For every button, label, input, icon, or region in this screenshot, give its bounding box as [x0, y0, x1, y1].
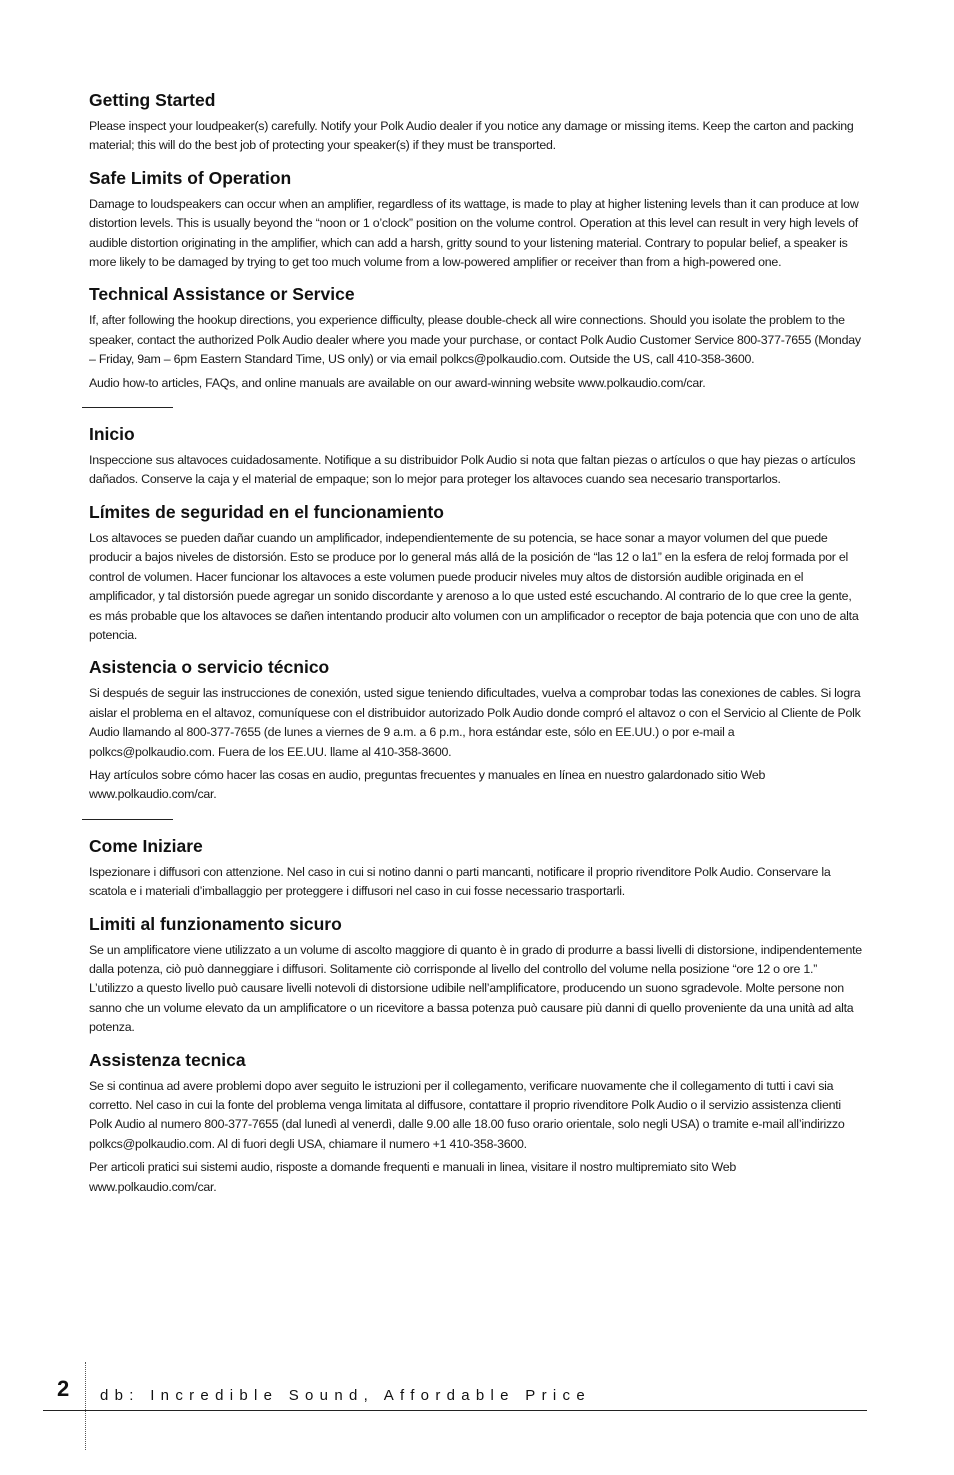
- footer-rule: [43, 1410, 867, 1411]
- section-paragraph: Damage to loudspeakers can occur when an amplifier, regardless of its wattage, is made to play at higher listening levels than it can produce at low distortion levels. This is usually beyond the “noon or 1 o’clock” position on the volume control. Operation at this level can result in very high levels of audible distortion originating in the amplifier, which can add a harsh, gritty sound to your listening material. Contrary to popular belief, a speaker is more likely to be damaged by trying to get too much volume from a low-powered amplifier or receiver than from a high-powered one.: [89, 196, 859, 270]
- section-safe-limits: [89, 168, 863, 273]
- section-paragraph: Ispezionare i diffusori con attenzione. Nel caso in cui si notino danni o parti mancanti, notificare il proprio rivenditore Polk Audio. Conservare la scatola e i materiali d’imballaggio per proteggere i diffusori nel caso in cui fosse necessario trasportarli.: [89, 864, 831, 899]
- language-divider: [82, 819, 173, 820]
- section-come-iniziare: [89, 836, 863, 902]
- footer-tagline: db: Incredible Sound, Affordable Price: [100, 1387, 591, 1404]
- section-heading: Asistencia o servicio técnico: [89, 657, 330, 678]
- section-heading: Technical Assistance or Service: [89, 284, 355, 305]
- section-paragraph: Hay artículos sobre cómo hacer las cosas en audio, preguntas frecuentes y manuales en línea en nuestro galardonado sitio Web www.polkaudio.com/car.: [89, 767, 766, 802]
- section-inicio: [89, 424, 863, 490]
- section-getting-started: [89, 90, 863, 156]
- section-paragraph: Per articoli pratici sui sistemi audio, risposte a domande frequenti e manuali in linea, visitare il nostro multipremiato sito Web www.polkaudio.com/car.: [89, 1160, 737, 1194]
- page-number: 2: [57, 1376, 70, 1401]
- section-paragraph: If, after following the hookup directions, you experience difficulty, please double-check all wire connections. Should you isolate the problem to the speaker, contact the authorized Polk Audio dealer where you made your purchase, or contact Polk Audio Customer Service 800-377-7655 (Monday – Friday, 9am – 6pm Eastern Standard Time, US only) or via email polkcs@polkaudio.com. Outside the US, call 410-358-3600.: [89, 313, 861, 367]
- section-heading: Limiti al funzionamento sicuro: [89, 913, 342, 934]
- footer-vertical-guide: [85, 1362, 86, 1450]
- section-assistenza-tecnica: [89, 1050, 863, 1197]
- section-limiti-funzionamento: [89, 914, 863, 1038]
- section-paragraph: Please inspect your loudpeaker(s) carefully. Notify your Polk Audio dealer if you notice any damage or missing items. Keep the carton and packing material; this will do the best job of protecting your speaker(s) if they must be transported.: [89, 119, 854, 153]
- section-heading: Come Iniziare: [89, 835, 203, 856]
- language-divider: [82, 407, 173, 408]
- section-paragraph: Se un amplificatore viene utilizzato a un volume di ascolto maggiore di quanto è in grado di produrre a bassi livelli di distorsione, indipendentemente dalla potenza, ciò può danneggiare i diffusori. Solitamente ciò corrisponde al livello del controllo del volume nella posizione “ore 12 o ore 1.” L’utilizzo a questo livello può causare livelli notevoli di distorsione udibile nell’amplificatore, producendo un suono sgradevole. Molte persone non sanno che un volume elevato da un amplificatore o un ricevitore a bassa potenza può causare più danni di quello proveniente da una unità ad alta potenza.: [89, 942, 862, 1035]
- section-paragraph: Audio how-to articles, FAQs, and online manuals are available on our award-winning website www.polkaudio.com/car.: [89, 375, 706, 390]
- section-limites-seguridad: [89, 502, 863, 645]
- section-heading: Límites de seguridad en el funcionamiento: [89, 501, 444, 522]
- section-paragraph: Inspeccione sus altavoces cuidadosamente. Notifique a su distribuidor Polk Audio si nota que faltan piezas o artículos o que hay piezas o artículos dañados. Conserve la caja y el material de empaque; son lo mejor para proteger los altavoces cuando sea necesario transportarlos.: [89, 453, 856, 487]
- section-heading: Inicio: [89, 424, 135, 445]
- document-body: [89, 90, 863, 1201]
- section-technical-assistance: [89, 284, 863, 393]
- section-heading: Assistenza tecnica: [89, 1049, 246, 1070]
- section-paragraph: Los altavoces se pueden dañar cuando un amplificador, independientemente de su potencia, se hace sonar a mayor volumen del que puede producir a bajos niveles de distorsión. Esto se produce por lo general más allá de la posición de “las 12 o la1” en la esfera de reloj formada por el control de volumen. Hacer funcionar los altavoces a este volumen puede producir niveles muy altos de distorsión audible originada en el amplificador, y tal distorsión puede agregar un sonido discordante y arenoso a lo que usted esté escuchando. Al contrario de lo que cree la gente, es más probable que los altavoces se dañen intentando producir alto volumen con un amplificador o receptor de baja potencia que con uno de alta potencia.: [89, 530, 859, 642]
- section-asistencia-tecnica: [89, 657, 863, 804]
- section-paragraph: Si después de seguir las instrucciones de conexión, usted sigue teniendo dificultades, vuelva a comprobar todas las conexiones de cables. Si logra aislar el problema en el altavoz, comuníquese con el distribuidor autorizado Polk Audio donde compró el altavoz o con el Servicio al Cliente de Polk Audio llamando al 800-377-7655 (de lunes a viernes de 9 a.m. a 6 p.m., hora estándar este, sólo en EE.UU.) o por e-mail a polkcs@polkaudio.com. Fuera de los EE.UU. llame al 410-358-3600.: [89, 686, 861, 759]
- section-heading: Safe Limits of Operation: [89, 167, 292, 188]
- section-heading: Getting Started: [89, 90, 216, 110]
- section-paragraph: Se si continua ad avere problemi dopo aver seguito le istruzioni per il collegamento, verificare nuovamente che il collegamento di tutti i cavi sia corretto. Nel caso in cui la fonte del problema venga limitata al diffusore, contattare il proprio rivenditore Polk Audio o il servizio assistenza clienti Polk Audio al numero 800-377-7655 (dal lunedì al venerdì, dalle 9.00 alle 18.00 fuso orario orientale, solo negli USA) o tramite e-mail all’indirizzo polkcs@polkaudio.com. Al di fuori degli USA, chiamare il numero +1 410-358-3600.: [89, 1078, 845, 1151]
